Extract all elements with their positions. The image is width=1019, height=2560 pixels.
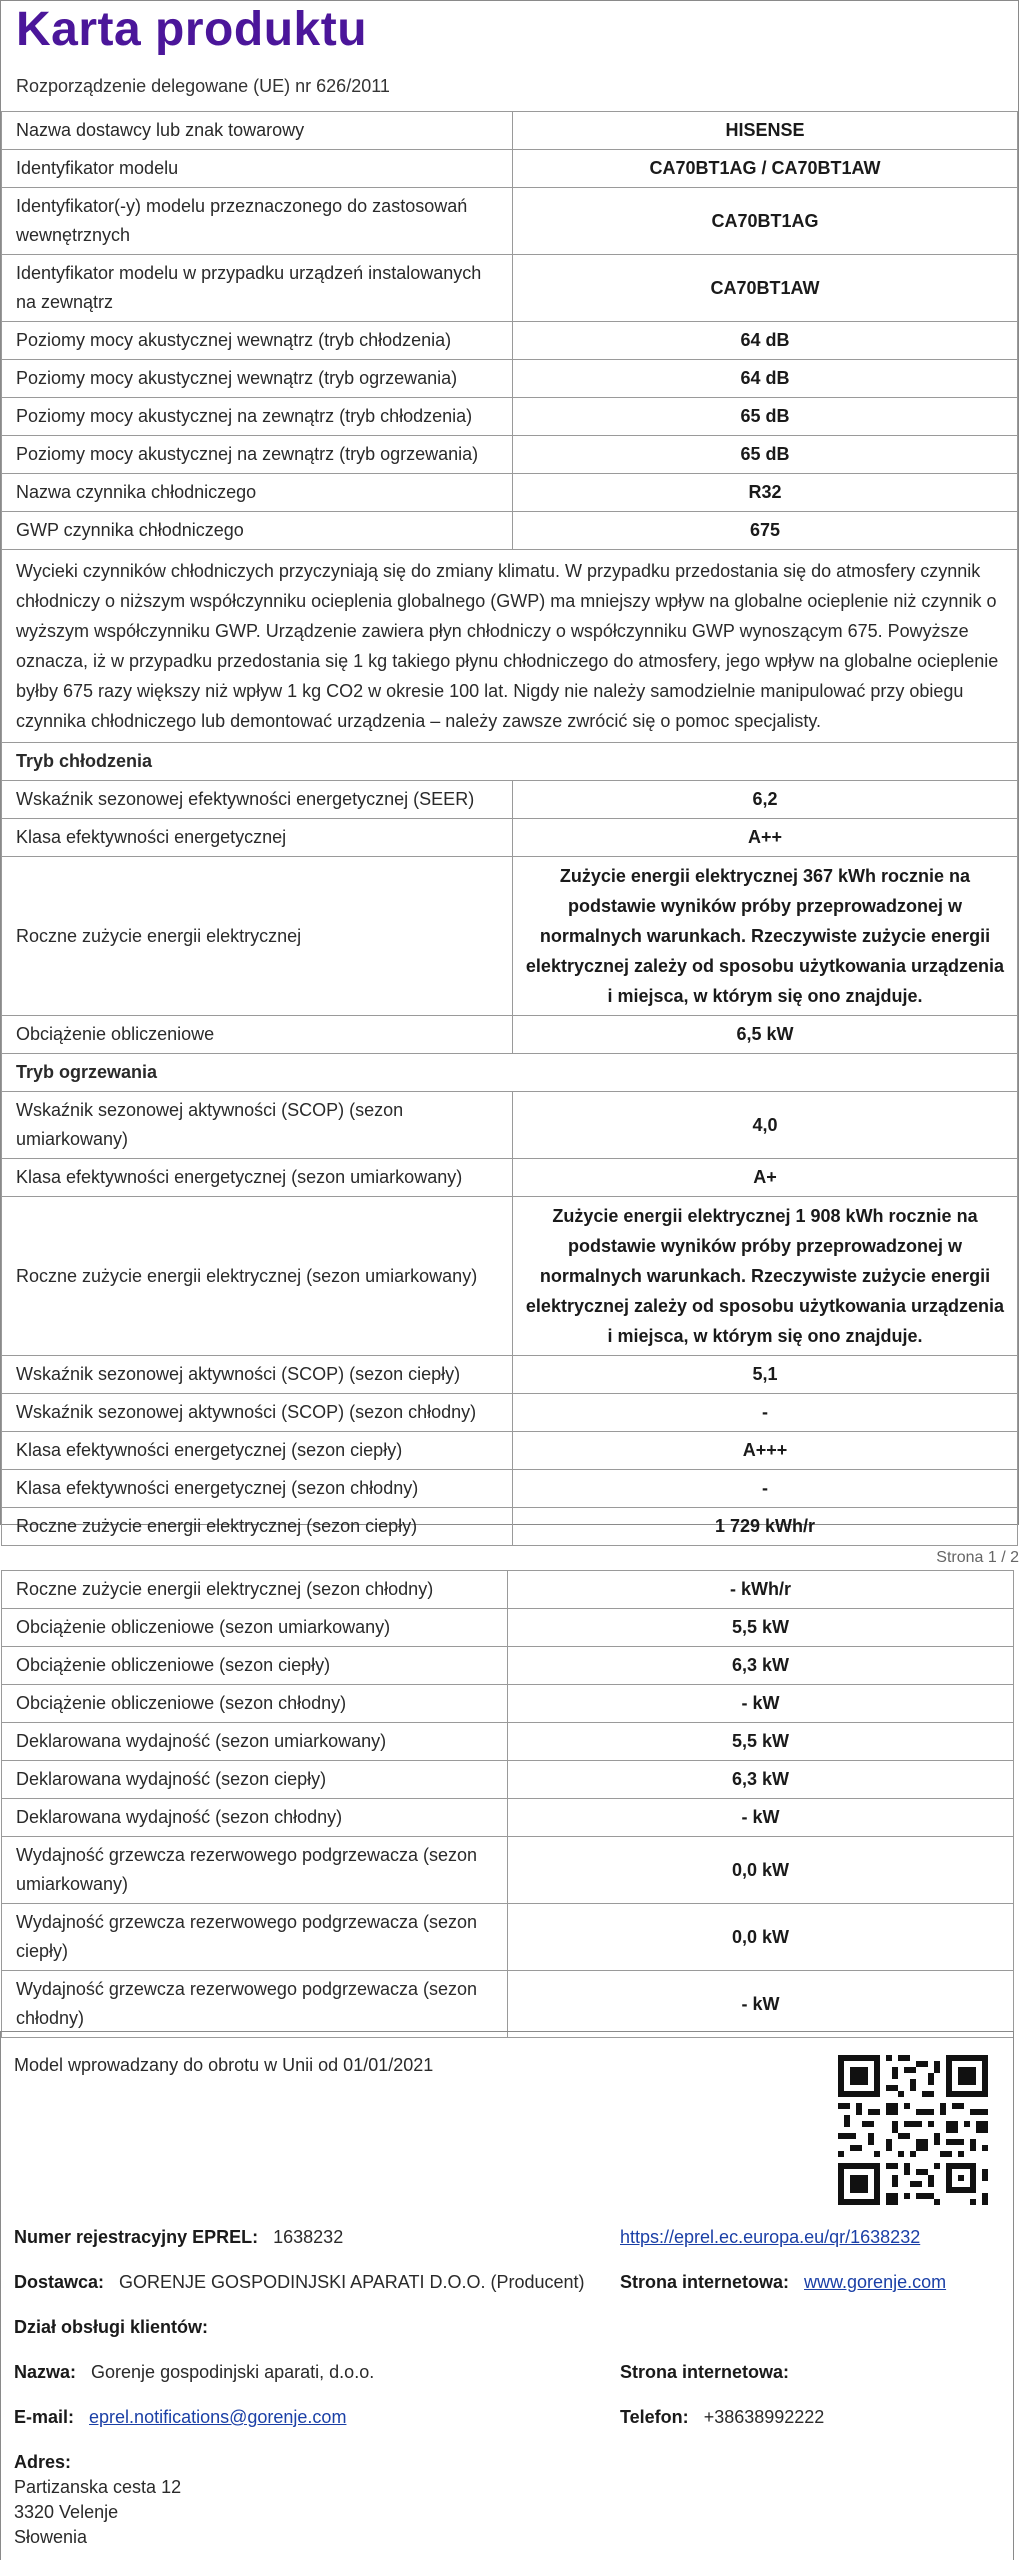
eprel-link[interactable]: https://eprel.ec.europa.eu/qr/1638232 [620,2227,921,2247]
customer-service-email [14,2407,346,2428]
row-value: 0,0 kW [508,1837,1014,1904]
row-value: 5,5 kW [508,1723,1014,1761]
row-value: A++ [513,819,1018,857]
row-label: Deklarowana wydajność (sezon umiarkowany) [2,1723,508,1761]
row-value: CA70BT1AW [513,255,1018,322]
eprel-value: 1638232 [273,2227,344,2247]
row-value: 6,2 [513,781,1018,819]
row-value: A+++ [513,1432,1018,1470]
page-title: Karta produktu [16,3,368,56]
table-row [2,360,1018,398]
address-line-1: Partizanska cesta 12 [14,2477,182,2497]
row-value: Zużycie energii elektrycznej 1 908 kWh rocznie na podstawie wyników próby przeprowadzonej w normalnych warunkach. Rzeczywiste zużycie energii elektrycznej zależy od sposobu użytkowania urządzenia i miejsca, w którym się ono znajduje. [513,1197,1018,1356]
row-label: Wydajność grzewcza rezerwowego podgrzewacza (sezon chłodny) [2,1971,508,2038]
row-value: - kW [508,1685,1014,1723]
row-value: A+ [513,1159,1018,1197]
row-value: 6,3 kW [508,1647,1014,1685]
section-header-cooling: Tryb chłodzenia [2,743,1018,781]
table-row [2,550,1018,743]
email-label: E-mail: [14,2407,75,2427]
row-label: Klasa efektywności energetycznej [2,819,513,857]
table-row [2,1609,1014,1647]
row-label: Obciążenie obliczeniowe [2,1016,513,1054]
phone-value: +38638992222 [703,2407,825,2427]
section-header-heating: Tryb ogrzewania [2,1054,1018,1092]
row-label: Obciążenie obliczeniowe (sezon chłodny) [2,1685,508,1723]
row-label: Roczne zużycie energii elektrycznej (sezon chłodny) [2,1571,508,1609]
table-row [2,512,1018,550]
row-value: R32 [513,474,1018,512]
row-label: Nazwa dostawcy lub znak towarowy [2,112,513,150]
row-label: Poziomy mocy akustycznej wewnątrz (tryb ogrzewania) [2,360,513,398]
row-label: Klasa efektywności energetycznej (sezon umiarkowany) [2,1159,513,1197]
supplier-label: Dostawca: [14,2272,105,2292]
regulation-reference: Rozporządzenie delegowane (UE) nr 626/2011 [16,76,390,96]
table-row [2,1837,1014,1904]
table-row [2,255,1018,322]
market-date-text: Model wprowadzany do obrotu w Unii od 01/01/2021 [14,2055,434,2075]
table-row [2,1647,1014,1685]
table-row [2,1432,1018,1470]
row-label: Klasa efektywności energetycznej (sezon chłodny) [2,1470,513,1508]
row-label: Poziomy mocy akustycznej na zewnątrz (tryb chłodzenia) [2,398,513,436]
table-row [2,188,1018,255]
row-label: Deklarowana wydajność (sezon ciepły) [2,1761,508,1799]
supplier [14,2272,585,2293]
table-row [2,150,1018,188]
row-label: Poziomy mocy akustycznej na zewnątrz (tryb ogrzewania) [2,436,513,474]
table-row [2,819,1018,857]
table-row [2,1761,1014,1799]
table-row [2,436,1018,474]
table-row [2,1723,1014,1761]
qr-code[interactable] [838,2055,988,2205]
row-value: 5,5 kW [508,1609,1014,1647]
row-value: 64 dB [513,360,1018,398]
row-label: Roczne zużycie energii elektrycznej (sezon umiarkowany) [2,1197,513,1356]
row-label: Wskaźnik sezonowej aktywności (SCOP) (sezon ciepły) [2,1356,513,1394]
name-label: Nazwa: [14,2362,77,2382]
table-row [2,1508,1018,1546]
supplier-value: GORENJE GOSPODINJSKI APARATI D.O.O. (Producent) [119,2272,585,2292]
phone-label: Telefon: [620,2407,689,2427]
customer-service-phone [620,2407,824,2428]
row-value: - kW [508,1799,1014,1837]
table-row [2,1016,1018,1054]
row-label: Roczne zużycie energii elektrycznej [2,857,513,1016]
row-value: - kW [508,1971,1014,2038]
row-value: 4,0 [513,1092,1018,1159]
address-line-2: 3320 Velenje [14,2502,119,2522]
row-label: Identyfikator modelu w przypadku urządzeń instalowanych na zewnątrz [2,255,513,322]
table-row [2,1799,1014,1837]
table-row [2,1470,1018,1508]
row-label: Wskaźnik sezonowej aktywności (SCOP) (sezon chłodny) [2,1394,513,1432]
row-value: 675 [513,512,1018,550]
table-row [2,1904,1014,1971]
row-label: Wskaźnik sezonowej aktywności (SCOP) (sezon umiarkowany) [2,1092,513,1159]
table-row [2,1571,1014,1609]
row-value: - [513,1470,1018,1508]
row-value: 65 dB [513,398,1018,436]
product-data-table [1,111,1018,1546]
row-label: Roczne zużycie energii elektrycznej (sezon ciepły) [2,1508,513,1546]
table-row [2,474,1018,512]
table-row [2,1971,1014,2038]
website-label: Strona internetowa: [620,2272,790,2292]
row-value: 65 dB [513,436,1018,474]
row-value: - kWh/r [508,1571,1014,1609]
row-value: 6,5 kW [513,1016,1018,1054]
section-row [2,1054,1018,1092]
row-value: CA70BT1AG / CA70BT1AW [513,150,1018,188]
name-value: Gorenje gospodinjski aparati, d.o.o. [91,2362,375,2382]
customer-service-name [14,2362,374,2383]
address-label: Adres: [14,2452,72,2472]
table-row [2,1092,1018,1159]
row-label: Wydajność grzewcza rezerwowego podgrzewacza (sezon ciepły) [2,1904,508,1971]
row-label: Poziomy mocy akustycznej wewnątrz (tryb chłodzenia) [2,322,513,360]
page-number: Strona 1 / 2 [936,1549,1019,1566]
row-label: Obciążenie obliczeniowe (sezon umiarkowany) [2,1609,508,1647]
row-label: Wskaźnik sezonowej efektywności energetycznej (SEER) [2,781,513,819]
row-value: 5,1 [513,1356,1018,1394]
row-value: Zużycie energii elektrycznej 367 kWh rocznie na podstawie wyników próby przeprowadzonej w normalnych warunkach. Rzeczywiste zużycie energii elektrycznej zależy od sposobu użytkowania urządzenia i miejsca, w którym się ono znajduje. [513,857,1018,1016]
table-row [2,1356,1018,1394]
row-label: Identyfikator modelu [2,150,513,188]
table-row [2,781,1018,819]
row-label: Identyfikator(-y) modelu przeznaczonego do zastosowań wewnętrznych [2,188,513,255]
table-row [2,112,1018,150]
website-link[interactable]: www.gorenje.com [804,2272,947,2292]
row-value: CA70BT1AG [513,188,1018,255]
eprel-registration [14,2227,343,2248]
row-label: Wydajność grzewcza rezerwowego podgrzewacza (sezon umiarkowany) [2,1837,508,1904]
table-row [2,1197,1018,1356]
row-label: Nazwa czynnika chłodniczego [2,474,513,512]
supplier-website [620,2272,946,2293]
email-link[interactable]: eprel.notifications@gorenje.com [89,2407,347,2427]
refrigerant-note: Wycieki czynników chłodniczych przyczyniają się do zmiany klimatu. W przypadku przedostania się do atmosfery czynnik chłodniczy o niższym współczynniku ocieplenia globalnego (GWP) ma mniejszy wpływ na globalne ocieplenie niż czynnik o wyższym współczynniku GWP. Urządzenie zawiera płyn chłodniczy o współczynniku GWP wynoszącym 675. Powyższe oznacza, iż w przypadku przedostania się 1 kg takiego płynu chłodniczego do atmosfery, jego wpływ na globalne ocieplenie byłby 675 razy większy niż wpływ 1 kg CO2 w okresie 100 lat. Nigdy nie należy samodzielnie manipulować przy obiegu czynnika chłodniczego lub demontować urządzenia – należy zawsze zwrócić się o pomoc specjalisty. [2,550,1018,743]
row-label: Klasa efektywności energetycznej (sezon ciepły) [2,1432,513,1470]
row-label: Obciążenie obliczeniowe (sezon ciepły) [2,1647,508,1685]
table-row [2,1394,1018,1432]
row-label: GWP czynnika chłodniczego [2,512,513,550]
table-row [2,1685,1014,1723]
table-row [2,857,1018,1016]
row-value: - [513,1394,1018,1432]
row-value: 1 729 kWh/r [513,1508,1018,1546]
customer-service-website-label: Strona internetowa: [620,2362,790,2382]
row-value: 64 dB [513,322,1018,360]
address-line-3: Słowenia [14,2527,88,2547]
table-row [2,1159,1018,1197]
row-label: Deklarowana wydajność (sezon chłodny) [2,1799,508,1837]
customer-service-heading: Dział obsługi klientów: [14,2317,209,2337]
row-value: HISENSE [513,112,1018,150]
row-value: 6,3 kW [508,1761,1014,1799]
table-row [2,322,1018,360]
eprel-label: Numer rejestracyjny EPREL: [14,2227,259,2247]
section-row [2,743,1018,781]
table-row [2,398,1018,436]
product-data-table-continued [1,1570,1014,2038]
row-value: 0,0 kW [508,1904,1014,1971]
